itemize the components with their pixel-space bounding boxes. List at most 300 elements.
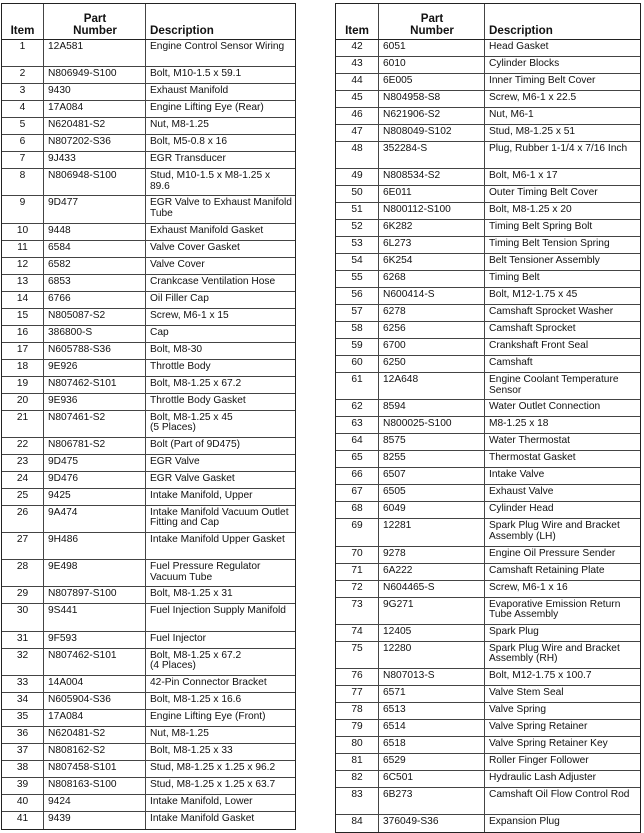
part-number: 386800-S	[44, 326, 146, 342]
part-number: 6268	[379, 271, 485, 287]
part-number: N804958-S8	[379, 91, 485, 107]
table-row	[336, 322, 640, 339]
item-number: 30	[2, 604, 44, 630]
part-description: Stud, M10-1.5 x M8-1.25 x 89.6	[150, 170, 271, 192]
item-number: 73	[336, 598, 379, 624]
table-row	[2, 587, 295, 604]
table-body	[336, 40, 640, 832]
table-row	[336, 108, 640, 125]
part-number: 9424	[44, 795, 146, 811]
item-number: 81	[336, 754, 379, 770]
table-row	[2, 196, 295, 223]
table-row	[2, 438, 295, 455]
part-description: Bolt, M8-1.25 x 31	[150, 588, 233, 600]
item-number: 57	[336, 305, 379, 321]
item-number: 27	[2, 533, 44, 559]
item-number: 71	[336, 564, 379, 580]
item-number: 18	[2, 360, 44, 376]
item-number: 31	[2, 632, 44, 648]
part-description: Bolt (Part of 9D475)	[150, 438, 241, 450]
part-description: Throttle Body Gasket	[150, 394, 246, 406]
part-description: Exhaust Manifold	[150, 85, 229, 97]
table-row	[336, 468, 640, 485]
item-number: 47	[336, 125, 379, 141]
item-number: 74	[336, 625, 379, 641]
item-number: 29	[2, 587, 44, 603]
table-row	[336, 417, 640, 434]
part-description: Thermostat Gasket	[489, 452, 576, 464]
part-description: Screw, M6-1 x 16	[489, 581, 568, 593]
item-number: 59	[336, 339, 379, 355]
item-number: 6	[2, 135, 44, 151]
part-number: 9E926	[44, 360, 146, 376]
part-number: 6507	[379, 468, 485, 484]
table-row	[2, 135, 295, 152]
item-number: 35	[2, 710, 44, 726]
table-row	[2, 778, 295, 795]
table-row	[2, 472, 295, 489]
table-row	[2, 84, 295, 101]
part-number: 9J433	[44, 152, 146, 168]
part-description: Intake Manifold, Upper	[150, 489, 253, 501]
table-row	[336, 237, 640, 254]
table-row	[2, 67, 295, 84]
table-row	[336, 373, 640, 400]
part-number: 9439	[44, 812, 146, 829]
part-number: 6518	[379, 737, 485, 753]
part-number: N807013-S	[379, 669, 485, 685]
part-description: Camshaft Oil Flow Control Rod	[489, 788, 630, 800]
part-number: N805087-S2	[44, 309, 146, 325]
item-number: 67	[336, 485, 379, 501]
item-number: 23	[2, 455, 44, 471]
part-number: N807462-S101	[44, 649, 146, 675]
part-number: N807202-S36	[44, 135, 146, 151]
table-row	[2, 360, 295, 377]
part-description: Camshaft Retaining Plate	[489, 564, 605, 576]
item-number: 34	[2, 693, 44, 709]
table-row	[336, 288, 640, 305]
item-number: 28	[2, 560, 44, 586]
part-description: Nut, M8-1.25	[150, 119, 209, 131]
part-number: 12A581	[44, 40, 146, 66]
table-row	[336, 220, 640, 237]
part-number: 9E936	[44, 394, 146, 410]
item-number: 4	[2, 101, 44, 117]
part-description: Spark Plug Wire and Bracket Assembly (RH)	[489, 642, 620, 665]
parts-table-left	[1, 3, 296, 830]
item-number: 48	[336, 142, 379, 168]
table-row	[336, 581, 640, 598]
item-number: 41	[2, 812, 44, 829]
part-number: 6B273	[379, 788, 485, 814]
table-row	[336, 642, 640, 669]
table-row	[336, 788, 640, 815]
table-row	[2, 241, 295, 258]
part-number: N807461-S2	[44, 411, 146, 437]
table-row	[2, 40, 295, 67]
part-number: 12281	[379, 519, 485, 545]
part-number: 6010	[379, 57, 485, 73]
table-row	[2, 632, 295, 649]
part-description: Cap	[150, 326, 169, 338]
item-number: 56	[336, 288, 379, 304]
table-row	[336, 737, 640, 754]
part-description: Intake Manifold Gasket	[150, 812, 255, 824]
part-description: Engine Oil Pressure Sender	[489, 547, 616, 559]
part-number: N800025-S100	[379, 417, 485, 433]
table-row	[336, 91, 640, 108]
part-number: 6582	[44, 258, 146, 274]
part-number: 6K254	[379, 254, 485, 270]
table-row	[336, 771, 640, 788]
part-description: Camshaft Sprocket	[489, 323, 576, 335]
part-description: Intake Manifold Upper Gasket	[150, 533, 285, 545]
item-number: 58	[336, 322, 379, 338]
part-description: Bolt, M8-1.25 x 67.2 (4 Places)	[150, 649, 242, 671]
table-row	[336, 57, 640, 74]
item-number: 36	[2, 727, 44, 743]
part-description: Throttle Body	[150, 360, 211, 372]
table-row	[2, 101, 295, 118]
table-row	[336, 271, 640, 288]
part-description: Plug, Rubber 1-1/4 x 7/16 Inch	[489, 143, 628, 154]
item-number: 16	[2, 326, 44, 342]
part-number: 9D475	[44, 455, 146, 471]
item-number: 60	[336, 356, 379, 372]
item-number: 51	[336, 203, 379, 219]
part-number: 6250	[379, 356, 485, 372]
part-number: 352284-S	[379, 142, 485, 168]
part-description: Engine Lifting Eye (Front)	[150, 710, 266, 722]
item-number: 79	[336, 720, 379, 736]
part-description: Bolt, M10-1.5 x 59.1	[150, 68, 242, 80]
item-number: 10	[2, 224, 44, 240]
part-number: N807462-S101	[44, 377, 146, 393]
item-number: 75	[336, 642, 379, 668]
item-number: 46	[336, 108, 379, 124]
item-number: 11	[2, 241, 44, 257]
table-row	[2, 326, 295, 343]
table-row	[2, 506, 295, 533]
item-number: 62	[336, 400, 379, 416]
part-description: Spark Plug	[489, 625, 539, 637]
part-number: 9D477	[44, 196, 146, 222]
part-description: Engine Lifting Eye (Rear)	[150, 102, 264, 114]
part-description: Intake Manifold, Lower	[150, 795, 253, 807]
part-number: 17A084	[44, 101, 146, 117]
description-column-header: Description	[150, 24, 214, 37]
item-number: 53	[336, 237, 379, 253]
part-number: 6513	[379, 703, 485, 719]
part-description: Valve Cover Gasket	[150, 241, 240, 253]
part-description: Water Thermostat	[489, 435, 570, 447]
part-description: Stud, M8-1.25 x 1.25 x 63.7	[150, 778, 276, 790]
item-number: 20	[2, 394, 44, 410]
item-number: 25	[2, 489, 44, 505]
table-row	[2, 309, 295, 326]
table-header	[336, 4, 640, 40]
part-number: N620481-S2	[44, 118, 146, 134]
table-row	[336, 754, 640, 771]
item-number: 63	[336, 417, 379, 433]
part-description: Exhaust Valve	[489, 486, 554, 498]
table-row	[2, 710, 295, 727]
part-description: Stud, M8-1.25 x 1.25 x 96.2	[150, 761, 276, 773]
part-number: 8255	[379, 451, 485, 467]
description-column-header: Description	[489, 24, 553, 37]
table-row	[336, 169, 640, 186]
table-row	[2, 292, 295, 309]
table-row	[2, 224, 295, 241]
part-number: 6256	[379, 322, 485, 338]
item-number: 50	[336, 186, 379, 202]
table-row	[2, 411, 295, 438]
item-number: 43	[336, 57, 379, 73]
table-row	[2, 693, 295, 710]
table-row	[2, 489, 295, 506]
table-row	[2, 377, 295, 394]
part-number: 6584	[44, 241, 146, 257]
part-description: Bolt, M8-1.25 x 20	[489, 204, 572, 216]
part-number: N808163-S100	[44, 778, 146, 794]
item-number: 61	[336, 373, 379, 399]
part-number: 6049	[379, 502, 485, 518]
table-row	[336, 519, 640, 546]
part-description: Cylinder Head	[489, 503, 554, 515]
table-row	[2, 118, 295, 135]
table-row	[336, 547, 640, 564]
part-description: Bolt, M8-30	[150, 343, 203, 355]
part-number: N806948-S100	[44, 169, 146, 195]
part-description: 42-Pin Connector Bracket	[150, 676, 267, 688]
part-description: Bolt, M12-1.75 x 100.7	[489, 669, 592, 681]
table-row	[336, 40, 640, 57]
table-row	[336, 564, 640, 581]
part-number: 17A084	[44, 710, 146, 726]
table-row	[2, 343, 295, 360]
table-header	[2, 4, 295, 40]
item-number: 66	[336, 468, 379, 484]
part-description: EGR Transducer	[150, 153, 226, 165]
item-number: 83	[336, 788, 379, 814]
part-description: EGR Valve to Exhaust Manifold Tube	[150, 197, 292, 219]
item-number: 33	[2, 676, 44, 692]
item-number: 78	[336, 703, 379, 719]
part-description: Intake Valve	[489, 469, 545, 481]
table-row	[2, 744, 295, 761]
part-number: 6L273	[379, 237, 485, 253]
item-number: 9	[2, 196, 44, 222]
part-number: 8594	[379, 400, 485, 416]
table-body	[2, 40, 295, 829]
part-description: Spark Plug Wire and Bracket Assembly (LH)	[489, 520, 620, 542]
table-row	[336, 203, 640, 220]
part-number: N808049-S102	[379, 125, 485, 141]
part-number: 6571	[379, 686, 485, 702]
part-number: N807897-S100	[44, 587, 146, 603]
part-description: Timing Belt Spring Bolt	[489, 221, 593, 233]
table-row	[336, 400, 640, 417]
item-number: 68	[336, 502, 379, 518]
part-number: N605904-S36	[44, 693, 146, 709]
table-row	[2, 560, 295, 587]
part-number: 12405	[379, 625, 485, 641]
part-number: 9S441	[44, 604, 146, 630]
item-number: 8	[2, 169, 44, 195]
table-row	[336, 254, 640, 271]
part-number: 6C501	[379, 771, 485, 787]
item-number: 7	[2, 152, 44, 168]
table-row	[336, 502, 640, 519]
part-number: 376049-S36	[379, 815, 485, 832]
part-description: Crankcase Ventilation Hose	[150, 275, 276, 287]
item-number: 38	[2, 761, 44, 777]
part-number: 6E005	[379, 74, 485, 90]
part-number: 9A474	[44, 506, 146, 532]
part-number: 9H486	[44, 533, 146, 559]
item-number: 1	[2, 40, 44, 66]
part-description: Timing Belt Tension Spring	[489, 238, 610, 250]
part-description: Screw, M6-1 x 15	[150, 309, 229, 321]
part-description: Nut, M8-1.25	[150, 727, 209, 739]
item-number: 72	[336, 581, 379, 597]
part-description: Valve Spring	[489, 703, 547, 715]
item-number: 70	[336, 547, 379, 563]
part-number: 6700	[379, 339, 485, 355]
item-number: 19	[2, 377, 44, 393]
table-row	[336, 625, 640, 642]
part-description: Head Gasket	[489, 41, 549, 52]
item-number: 21	[2, 411, 44, 437]
part-description: Bolt, M5-0.8 x 16	[150, 136, 228, 148]
part-number: 8575	[379, 434, 485, 450]
item-number: 42	[336, 40, 379, 56]
table-row	[336, 125, 640, 142]
part-number: 12280	[379, 642, 485, 668]
table-row	[336, 485, 640, 502]
part-number: N807458-S101	[44, 761, 146, 777]
part-number: N800112-S100	[379, 203, 485, 219]
table-row	[336, 186, 640, 203]
item-number: 54	[336, 254, 379, 270]
table-row	[2, 812, 295, 829]
part-number: N808534-S2	[379, 169, 485, 185]
part-number: 6766	[44, 292, 146, 308]
part-description: Nut, M6-1	[489, 109, 534, 120]
part-description: Valve Spring Retainer	[489, 720, 588, 732]
item-number: 44	[336, 74, 379, 90]
part-description: Hydraulic Lash Adjuster	[489, 771, 597, 783]
table-row	[2, 604, 295, 631]
table-row	[336, 598, 640, 625]
part-description: Evaporative Emission Return Tube Assembly	[489, 598, 621, 621]
part-number: 6529	[379, 754, 485, 770]
table-row	[2, 649, 295, 676]
part-description: Water Outlet Connection	[489, 401, 601, 413]
part-number: 6853	[44, 275, 146, 291]
table-row	[336, 305, 640, 322]
part-description: Valve Cover	[150, 258, 205, 270]
part-description: Exhaust Manifold Gasket	[150, 224, 264, 236]
parts-table-right	[335, 3, 641, 833]
item-number: 52	[336, 220, 379, 236]
item-number: 12	[2, 258, 44, 274]
part-number: 9G271	[379, 598, 485, 624]
part-number: 9278	[379, 547, 485, 563]
item-number: 82	[336, 771, 379, 787]
table-row	[2, 152, 295, 169]
item-column-header: Item	[2, 4, 44, 39]
part-number-column-header: Part Number	[379, 4, 485, 39]
item-number: 45	[336, 91, 379, 107]
item-number: 77	[336, 686, 379, 702]
item-number: 3	[2, 84, 44, 100]
part-description: M8-1.25 x 18	[489, 418, 549, 430]
part-number-column-header: Part Number	[44, 4, 146, 39]
table-row	[336, 815, 640, 832]
item-number: 39	[2, 778, 44, 794]
item-number: 40	[2, 795, 44, 811]
table-row	[336, 669, 640, 686]
part-description: Engine Coolant Temperature Sensor	[489, 374, 619, 396]
item-number: 80	[336, 737, 379, 753]
part-number: 9425	[44, 489, 146, 505]
part-number: N621906-S2	[379, 108, 485, 124]
item-number: 22	[2, 438, 44, 454]
part-description: Camshaft Sprocket Washer	[489, 306, 614, 318]
table-row	[336, 434, 640, 451]
item-column-header: Item	[336, 4, 379, 39]
part-number: 14A004	[44, 676, 146, 692]
part-description: Crankshaft Front Seal	[489, 340, 589, 352]
item-number: 15	[2, 309, 44, 325]
part-description: Belt Tensioner Assembly	[489, 255, 600, 267]
part-description: Bolt, M8-1.25 x 45 (5 Places)	[150, 411, 233, 434]
table-row	[336, 451, 640, 468]
part-description: Engine Control Sensor Wiring	[150, 41, 285, 52]
table-row	[2, 455, 295, 472]
table-row	[336, 703, 640, 720]
table-row	[336, 74, 640, 91]
part-description: Fuel Injector	[150, 632, 207, 644]
part-description: Screw, M6-1 x 22.5	[489, 92, 577, 103]
part-number: N806949-S100	[44, 67, 146, 83]
part-description: Bolt, M8-1.25 x 33	[150, 744, 233, 756]
item-number: 64	[336, 434, 379, 450]
part-description: Fuel Pressure Regulator Vacuum Tube	[150, 561, 261, 583]
part-number: N605788-S36	[44, 343, 146, 359]
item-number: 49	[336, 169, 379, 185]
table-row	[336, 686, 640, 703]
part-description: Bolt, M12-1.75 x 45	[489, 289, 578, 301]
table-row	[2, 795, 295, 812]
table-row	[336, 720, 640, 737]
part-description: Expansion Plug	[489, 816, 560, 828]
item-number: 5	[2, 118, 44, 134]
table-row	[336, 356, 640, 373]
part-number: 6278	[379, 305, 485, 321]
part-description: EGR Valve	[150, 455, 200, 467]
table-row	[2, 169, 295, 196]
part-number: N600414-S	[379, 288, 485, 304]
part-number: N620481-S2	[44, 727, 146, 743]
item-number: 26	[2, 506, 44, 532]
table-row	[2, 761, 295, 778]
item-number: 76	[336, 669, 379, 685]
part-description: Timing Belt	[489, 272, 540, 284]
part-number: 9448	[44, 224, 146, 240]
